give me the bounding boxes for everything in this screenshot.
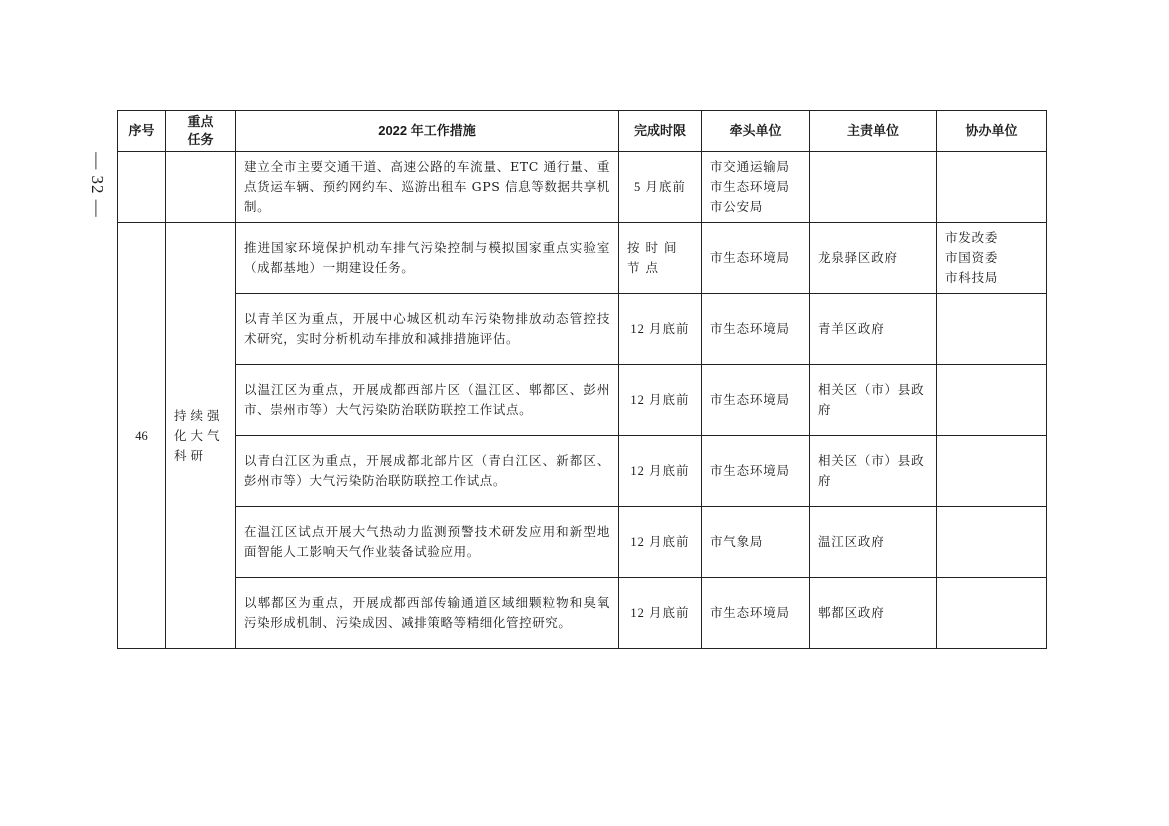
cell-deadline: 5 月底前 (619, 152, 702, 223)
cell-main: 相关区（市）县政府 (810, 436, 937, 507)
cell-lead: 市气象局 (702, 507, 810, 578)
table-row (118, 436, 1047, 507)
cell-main: 温江区政府 (810, 507, 937, 578)
table-row (118, 223, 1047, 294)
cell-coop (937, 578, 1047, 649)
cell-deadline: 12 月底前 (619, 507, 702, 578)
cell-coop (937, 152, 1047, 223)
cell-coop (937, 223, 1047, 294)
cell-deadline: 12 月底前 (619, 294, 702, 365)
cell-deadline: 12 月底前 (619, 365, 702, 436)
lead-unit: 市公安局 (710, 199, 764, 214)
coop-unit: 市国资委 (945, 250, 999, 265)
cell-main: 龙泉驿区政府 (810, 223, 937, 294)
cell-lead: 市生态环境局 (702, 365, 810, 436)
header-main: 主责单位 (810, 111, 937, 152)
header-task-line2: 任务 (187, 132, 214, 147)
cell-task (166, 152, 236, 223)
cell-lead: 市生态环境局 (702, 436, 810, 507)
cell-no (118, 152, 166, 223)
cell-main: 青羊区政府 (810, 294, 937, 365)
cell-no: 46 (118, 223, 166, 649)
cell-lead: 市生态环境局 (702, 578, 810, 649)
cell-lead (702, 152, 810, 223)
cell-lead: 市生态环境局 (702, 294, 810, 365)
header-task-line1: 重点 (187, 114, 214, 129)
header-lead: 牵头单位 (702, 111, 810, 152)
lead-unit: 市交通运输局 (710, 159, 790, 174)
cell-coop (937, 436, 1047, 507)
cell-measure: 以温江区为重点，开展成都西部片区（温江区、郫都区、彭州市、崇州市等）大气污染防治联防联控工作试点。 (236, 365, 619, 436)
page-number-text: — 32 — (88, 152, 107, 218)
table-header-row (118, 111, 1047, 152)
header-measure: 2022 年工作措施 (236, 111, 619, 152)
table-row (118, 294, 1047, 365)
cell-deadline: 12 月底前 (619, 436, 702, 507)
table-row (118, 152, 1047, 223)
cell-task: 持续强化大气科研 (166, 223, 236, 649)
cell-measure: 建立全市主要交通干道、高速公路的车流量、ETC 通行量、重点货运车辆、预约网约车、巡游出租车 GPS 信息等数据共享机制。 (236, 152, 619, 223)
cell-coop (937, 365, 1047, 436)
work-measures-table (117, 110, 1047, 649)
cell-deadline: 按时间节点 (619, 223, 702, 294)
table-row (118, 578, 1047, 649)
cell-measure: 以青白江区为重点，开展成都北部片区（青白江区、新都区、彭州市等）大气污染防治联防联控工作试点。 (236, 436, 619, 507)
header-task (166, 111, 236, 152)
cell-coop (937, 507, 1047, 578)
cell-coop (937, 294, 1047, 365)
cell-deadline: 12 月底前 (619, 578, 702, 649)
cell-main: 郫都区政府 (810, 578, 937, 649)
cell-measure: 推进国家环境保护机动车排气污染控制与模拟国家重点实验室（成都基地）一期建设任务。 (236, 223, 619, 294)
header-coop: 协办单位 (937, 111, 1047, 152)
header-no: 序号 (118, 111, 166, 152)
cell-measure: 以郫都区为重点，开展成都西部传输通道区域细颗粒物和臭氧污染形成机制、污染成因、减排策略等精细化管控研究。 (236, 578, 619, 649)
table-row (118, 507, 1047, 578)
cell-measure: 在温江区试点开展大气热动力监测预警技术研发应用和新型地面智能人工影响天气作业装备试验应用。 (236, 507, 619, 578)
header-deadline: 完成时限 (619, 111, 702, 152)
table-row (118, 365, 1047, 436)
cell-main: 相关区（市）县政府 (810, 365, 937, 436)
cell-measure: 以青羊区为重点，开展中心城区机动车污染物排放动态管控技术研究，实时分析机动车排放和减排措施评估。 (236, 294, 619, 365)
cell-main (810, 152, 937, 223)
coop-unit: 市发改委 (945, 230, 999, 245)
lead-unit: 市生态环境局 (710, 179, 790, 194)
cell-lead: 市生态环境局 (702, 223, 810, 294)
coop-unit: 市科技局 (945, 270, 999, 285)
page-number (82, 150, 112, 220)
